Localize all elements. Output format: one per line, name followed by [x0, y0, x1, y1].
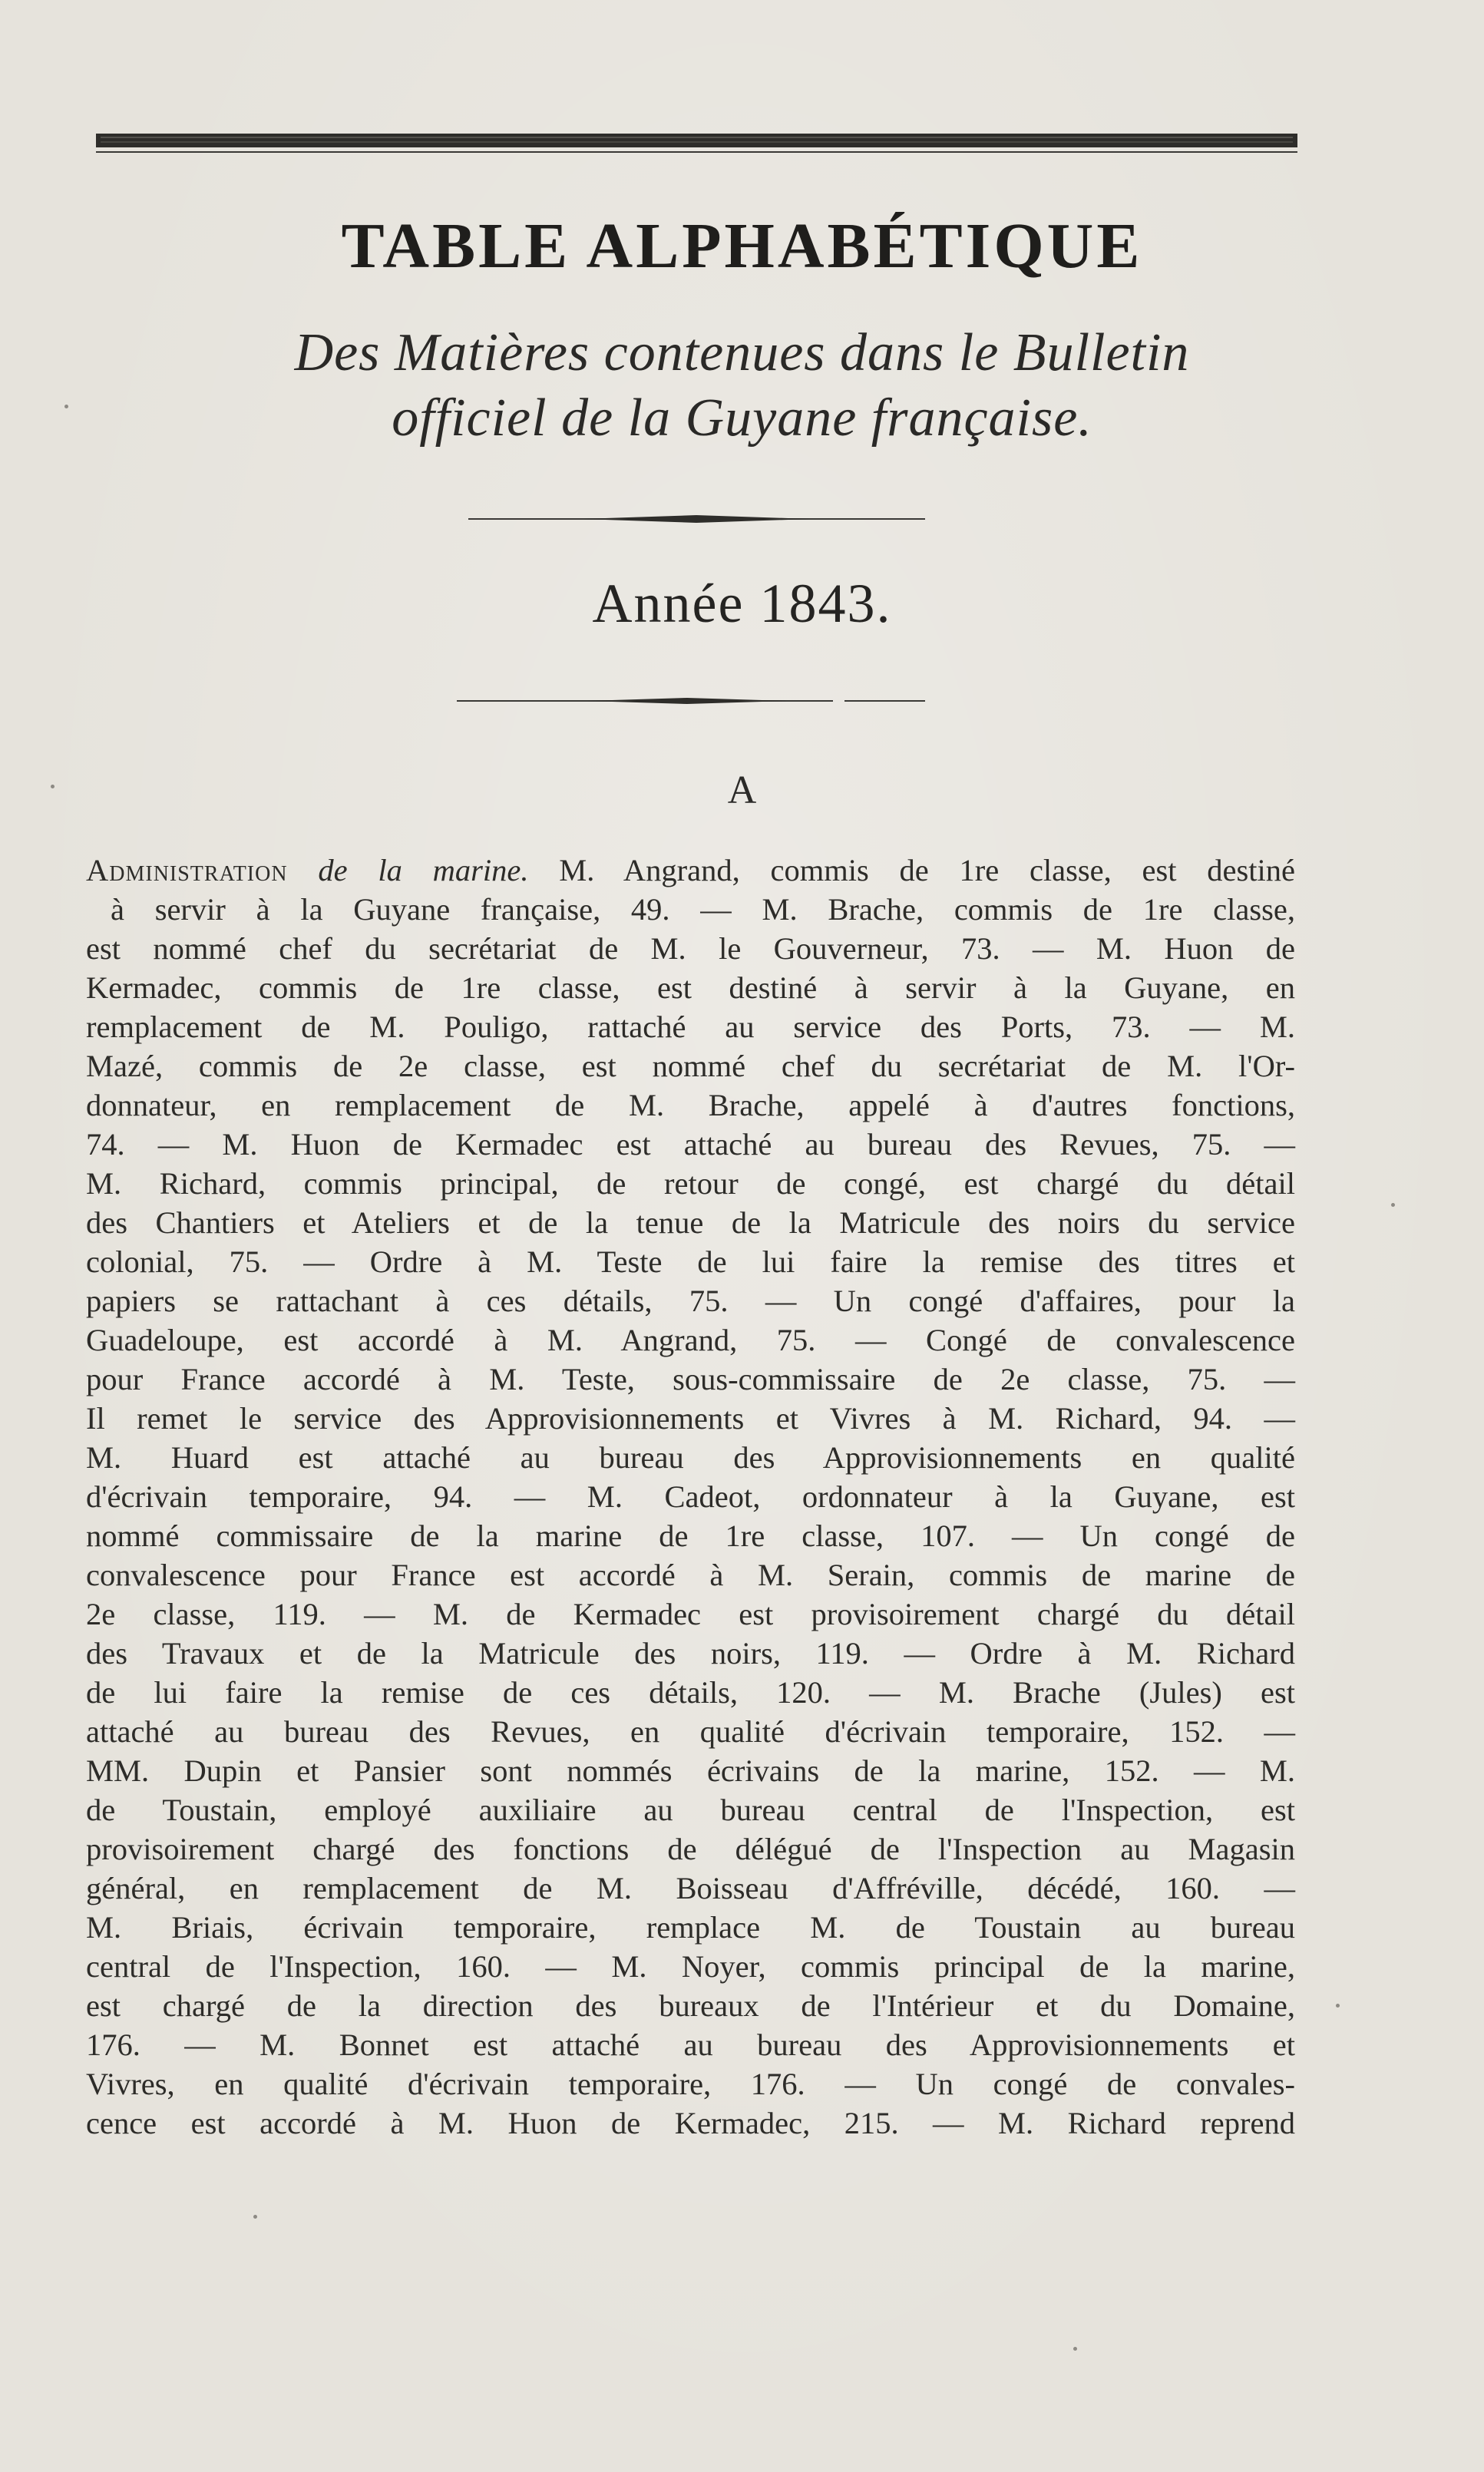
entry-line-text: M. Angrand, commis de 1re classe, est destiné: [528, 853, 1296, 887]
entry-line: 176. — M. Bonnet est attaché au bureau des Approvisionnements et: [86, 2028, 1295, 2062]
entry-line: à servir à la Guyane française, 49. — M. Brache, commis de 1re classe,: [111, 892, 1295, 927]
entry-body: [86, 851, 1295, 2143]
paper-speck: [51, 785, 55, 788]
entry-line: remplacement de M. Pouligo, rattaché au service des Ports, 73. — M.: [86, 1010, 1295, 1044]
paper-speck: [1336, 2004, 1340, 2008]
section-letter: A: [727, 768, 757, 812]
divider-rule: [468, 513, 925, 525]
entry-line: central de l'Inspection, 160. — M. Noyer, commis principal de la marine,: [86, 1949, 1295, 1984]
paper-speck: [1073, 2347, 1077, 2351]
subtitle-line-1: Des Matières contenues dans le Bulletin: [294, 323, 1190, 382]
entry-line: M. Richard, commis principal, de retour de congé, est chargé du détail: [86, 1166, 1295, 1201]
entry-line: MM. Dupin et Pansier sont nommés écrivains de la marine, 152. — M.: [86, 1753, 1295, 1788]
entry-line: 74. — M. Huon de Kermadec est attaché au bureau des Revues, 75. —: [86, 1127, 1295, 1162]
entry-line: 2e classe, 119. — M. de Kermadec est provisoirement chargé du détail: [86, 1597, 1295, 1631]
entry-line: Vivres, en qualité d'écrivain temporaire, 176. — Un congé de convales-: [86, 2067, 1295, 2101]
entry-line: colonial, 75. — Ordre à M. Teste de lui faire la remise des titres et: [86, 1244, 1295, 1279]
entry-line: donnateur, en remplacement de M. Brache, appelé à d'autres fonctions,: [86, 1088, 1295, 1122]
entry-line: est nommé chef du secrétariat de M. le Gouverneur, 73. — M. Huon de: [86, 931, 1295, 966]
paper-speck: [253, 2215, 257, 2219]
entry-line: Il remet le service des Approvisionnements et Vivres à M. Richard, 94. —: [86, 1401, 1295, 1436]
entry-line: de lui faire la remise de ces détails, 120. — M. Brache (Jules) est: [86, 1675, 1295, 1710]
year-heading: Année 1843.: [592, 573, 892, 634]
entry-line: Guadeloupe, est accordé à M. Angrand, 75. — Congé de convalescence: [86, 1323, 1295, 1357]
entry-line: d'écrivain temporaire, 94. — M. Cadeot, ordonnateur à la Guyane, est: [86, 1479, 1295, 1514]
entry-line: M. Briais, écrivain temporaire, remplace M. de Toustain au bureau: [86, 1910, 1295, 1945]
entry-line: papiers se rattachant à ces détails, 75. — Un congé d'affaires, pour la: [86, 1284, 1295, 1318]
subtitle-line-2: officiel de la Guyane française.: [392, 388, 1092, 448]
entry-line: de Toustain, employé auxiliaire au bureau central de l'Inspection, est: [86, 1793, 1295, 1827]
divider-rule-lower: [457, 696, 925, 706]
entry-line: nommé commissaire de la marine de 1re classe, 107. — Un congé de: [86, 1519, 1295, 1553]
entry-line: convalescence pour France est accordé à M. Serain, commis de marine de: [86, 1558, 1295, 1592]
entry-head-italic: de la marine.: [318, 853, 529, 887]
entry-line: [86, 851, 1295, 890]
entry-line: Kermadec, commis de 1re classe, est destiné à servir à la Guyane, en: [86, 970, 1295, 1005]
entry-line: M. Huard est attaché au bureau des Approvisionnements en qualité: [86, 1440, 1295, 1475]
entry-line: Mazé, commis de 2e classe, est nommé chef du secrétariat de M. l'Or-: [86, 1049, 1295, 1083]
entry-line: général, en remplacement de M. Boisseau d'Affréville, décédé, 160. —: [86, 1871, 1295, 1905]
paper-speck: [1391, 1203, 1395, 1207]
entry-line: des Travaux et de la Matricule des noirs, 119. — Ordre à M. Richard: [86, 1636, 1295, 1671]
entry-head: Administration: [86, 853, 288, 887]
entry-line: pour France accordé à M. Teste, sous-commissaire de 2e classe, 75. —: [86, 1362, 1295, 1396]
entry-line: attaché au bureau des Revues, en qualité d'écrivain temporaire, 152. —: [86, 1714, 1295, 1749]
entry-line: provisoirement chargé des fonctions de délégué de l'Inspection au Magasin: [86, 1832, 1295, 1866]
header-ornament-rule: [96, 132, 1297, 155]
entry-line: des Chantiers et Ateliers et de la tenue de la Matricule des noirs du service: [86, 1205, 1295, 1240]
entry-line: cence est accordé à M. Huon de Kermadec, 215. — M. Richard reprend: [86, 2106, 1295, 2140]
paper-speck: [64, 405, 68, 408]
page-title: TABLE ALPHABÉTIQUE: [341, 210, 1143, 282]
entry-line: est chargé de la direction des bureaux de l'Intérieur et du Domaine,: [86, 1988, 1295, 2023]
